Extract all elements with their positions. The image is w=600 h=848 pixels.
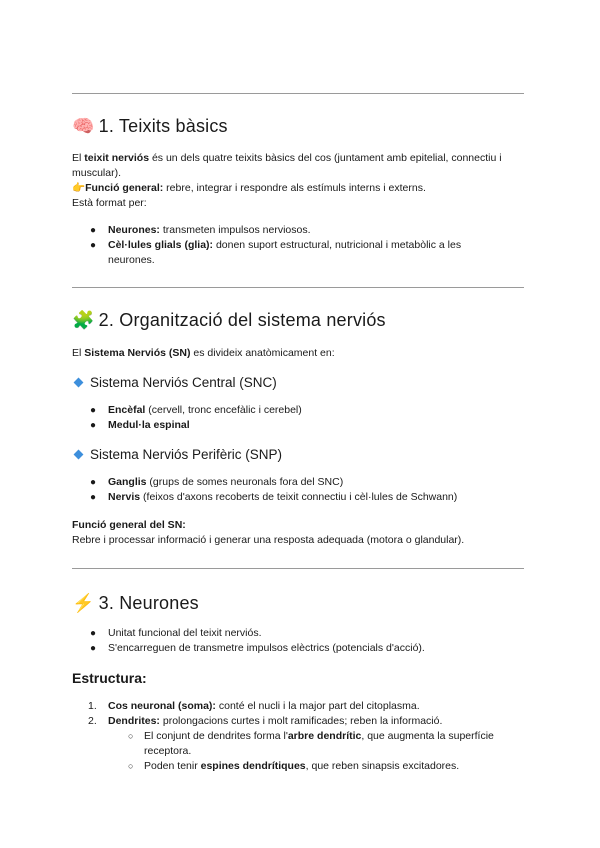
bullet-icon: ●	[90, 492, 97, 503]
sub-list-item: Poden tenir espines dendrítiques, que reben sinapsis excitadores.	[144, 760, 460, 772]
bullet-icon: ●	[90, 405, 97, 416]
section-3-heading: ⚡ 3. Neurones	[72, 593, 199, 613]
blue-diamond-icon	[74, 378, 84, 388]
numbered-item: Cos neuronal (soma): conté el nucli i la major part del citoplasma.	[108, 700, 420, 712]
list-number: 1.	[88, 700, 97, 712]
list-item: Medul·la espinal	[108, 419, 190, 431]
circle-bullet-icon: ○	[128, 761, 134, 771]
list-item-cont: neurones.	[108, 254, 155, 266]
brain-icon: 🧠	[72, 116, 95, 136]
list-item: Cèl·lules glials (glia): donen suport estructural, nutricional i metabòlic a les	[108, 239, 462, 251]
puzzle-icon: 🧩	[72, 310, 95, 330]
section-2-heading: 🧩 2. Organització del sistema nerviós	[72, 310, 386, 330]
list-item: Neurones: transmeten impulsos nerviosos.	[108, 224, 311, 236]
bullet-icon: ●	[90, 420, 97, 431]
bullet-icon: ●	[90, 240, 97, 251]
estructura-heading: Estructura:	[72, 670, 147, 686]
lightning-icon: ⚡	[72, 593, 95, 613]
bullet-icon: ●	[90, 477, 97, 488]
section-1-function: 👉Funció general: rebre, integrar i respondre als estímuls interns i externs.	[72, 182, 426, 194]
bullet-icon: ●	[90, 643, 97, 654]
pointing-hand-icon: 👉	[72, 182, 86, 194]
bullet-icon: ●	[90, 225, 97, 236]
list-number: 2.	[88, 715, 97, 727]
circle-bullet-icon: ○	[128, 731, 134, 741]
section-1-intro-cont: muscular).	[72, 167, 122, 179]
section-1-format: Està format per:	[72, 197, 147, 209]
divider	[72, 568, 524, 569]
list-item: S'encarreguen de transmetre impulsos elèctrics (potencials d'acció).	[108, 642, 425, 654]
section-2-function-text: Rebre i processar informació i generar una resposta adequada (motora o glandular).	[72, 534, 465, 546]
list-item: Unitat funcional del teixit nerviós.	[108, 627, 262, 639]
snp-heading: Sistema Nerviós Perifèric (SNP)	[70, 447, 282, 462]
blue-diamond-icon	[74, 450, 84, 460]
section-2-intro: El Sistema Nerviós (SN) es divideix anatòmicament en:	[72, 347, 335, 359]
divider	[72, 93, 524, 94]
list-item: Encèfal (cervell, tronc encefàlic i cerebel)	[108, 404, 302, 416]
sub-list-item-cont: receptora.	[144, 745, 192, 757]
numbered-item: Dendrites: prolongacions curtes i molt ramificades; reben la informació.	[108, 715, 443, 727]
list-item: Nervis (feixos d'axons recoberts de teixit connectiu i cèl·lules de Schwann)	[108, 491, 458, 503]
bullet-icon: ●	[90, 628, 97, 639]
sub-list-item: El conjunt de dendrites forma l'arbre dendrític, que augmenta la superfície	[144, 730, 494, 742]
section-2-function-title: Funció general del SN:	[72, 519, 186, 531]
section-1-heading: 🧠 1. Teixits bàsics	[72, 116, 228, 136]
divider	[72, 287, 524, 288]
list-item: Ganglis (grups de somes neuronals fora del SNC)	[108, 476, 344, 488]
snc-heading: Sistema Nerviós Central (SNC)	[70, 375, 277, 390]
section-1-intro: El teixit nerviós és un dels quatre teixits bàsics del cos (juntament amb epitelial, connectiu i	[72, 152, 502, 164]
